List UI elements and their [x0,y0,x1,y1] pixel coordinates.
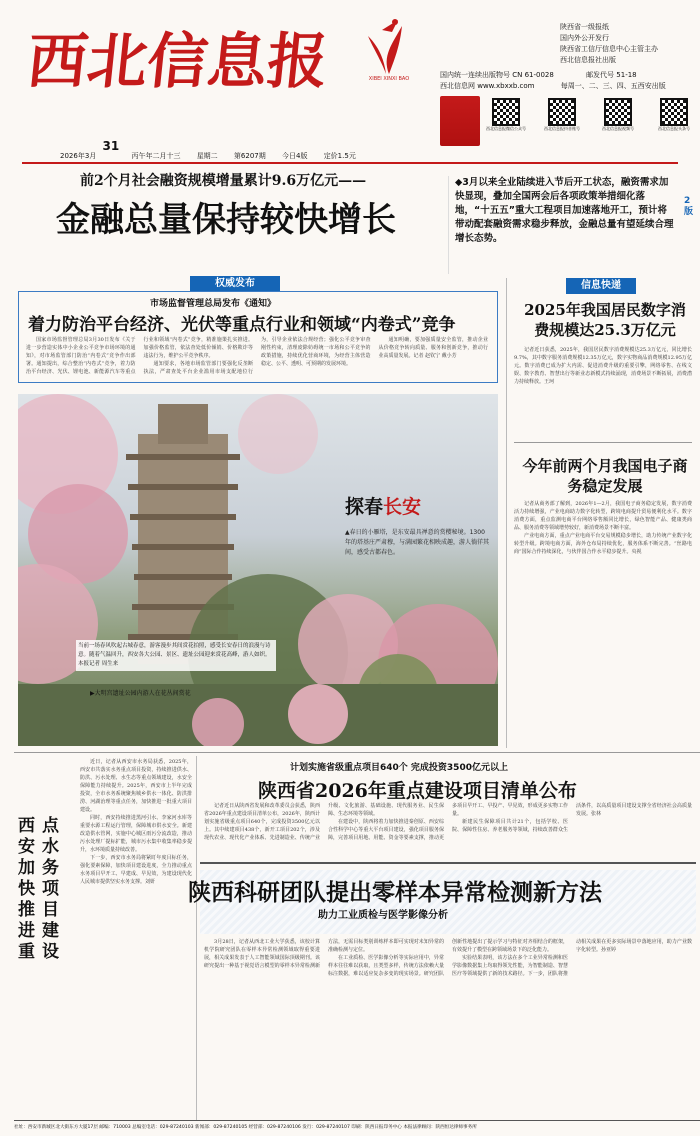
paragraph: 实验结果表明，该方法在多个工业异常检测和医学影像数据集上均取得领先性能，为智能制造、智慧医疗等领域提供了新的技术路径。下一步，团队将推动相关成果在更多实际场景中落地应用，助力产业数字化转型。孙亚婷 [452,939,692,977]
express-title-1: 2025年我国居民数字消费规模达25.3万亿元 [524,301,686,339]
auth-kicker: 市场监督管理总局发布《通知》 [150,299,277,309]
info-line: 国内外公开发行 [560,34,609,42]
info-line: 国内统一连续出版物号 CN 61-0028 [440,71,554,79]
weekday: 星期二 [196,152,218,160]
page-tag: 2版 [684,196,694,217]
price: 定价1.5元 [323,152,356,160]
water-title-col1 [18,816,59,986]
dateline [60,139,356,161]
express-body-2 [514,500,692,750]
qr-code-icon [604,98,632,126]
research-body [204,938,692,1118]
date: 2026年3月 [60,152,97,160]
paragraph: 记者从商务部了解到，2026年1—2月，我国电子商务稳定发展，数字消费活力持续增强，产业电商助力数字化转型，跨境电商提升贸易便利化水平。数字消费方面，重点监测电商平台网络零售额同比增长，绿色智能产品、健康类商品、服务消费等领域增势较好，新消费场景不断丰富。 [514,501,692,531]
paragraph: 国家市场监督管理总局3月30日发布《关于进一步营造实体中小企业公平竞争市场环境的通知》，对市场监管部门防治“内卷式”竞争作出部署。通知提出，综合整治“内卷式”竞争，着力防治平台经济、光伏、锂电池、新能源汽车等重点行业和领域“内卷式”竞争，精准施策扎实推进。加强价格监管，依法查处低价倾销、价格欺诈等违法行为，维护公平竞争秩序。 [26,337,253,375]
qr-label: 西北信息报头条号 [658,126,690,131]
paragraph: 3月28日，记者从西北工业大学获悉，该校计算机学院研究团队在零样本异常检测领域取得重要进展，相关成果发表于人工智能领域国际顶级期刊。该研究提出一种基于视觉语言模型的零样本异常检测新方法，无需目标类别训练样本即可实现对未知异常的准确检测与定位。 [204,939,444,969]
paragraph: 记者近日从陕西省发展和改革委员会获悉，陕西省2026年重点建设项目清单公布，2026年，陕西计划实施省级重点项目640个，完成投资3500亿元以上。其中续建项目438个，新开工项目202个，涉及现代农业、现代化产业体系、先进制造业、传统产业升级、文化旅游、基础设施、现代服务业、民生保障、生态环境等领域。 [204,803,444,841]
paragraph: 通知明确，要加强质量安全监管，推动企业从价格竞争转向质量、服务和创新竞争，推动行业高质量发展。记者 赵钦宁 戴小芳 [378,337,488,359]
day-number: 31 [102,139,120,153]
info-line: 每周一、二、三、四、五西安出版 [560,82,666,90]
water-body [80,758,192,1118]
qr-code-icon [548,98,576,126]
lead-title: 金融总量保持较快增长 [56,200,396,240]
info-line: 陕西省一级报纸 [560,23,609,31]
qr-code-icon [660,98,688,126]
spring-title [345,492,421,519]
divider [14,752,700,753]
info-line: 西北信息网 www.xbxxb.com [440,82,535,90]
column-divider [506,278,507,748]
newspaper-logo-icon [362,16,416,80]
page-count: 今日4版 [281,152,308,160]
masthead-info [560,22,700,66]
spring-caption-main: 当前一场春风吹起古城春意，游客漫步其间赏花拍照，感受长安春日的浪漫与诗意。随着气温回升，西安各大公园、景区、遗址公园迎来赏花高峰，游人如织。本报记者 周生来 [76,640,276,671]
lead-summary: ◆3月以来全业陆续进入节后开工状态，融资需求加快显现，叠加全国两会后各项政策举措细化落地，“十五五”重大工程项目加速落地开工，预计将带动配套融资需求稳步释放，金融总量有望延续合理增长态势。 [448,176,676,274]
section-banner-auth: 权威发布 [190,276,280,292]
express-body-1 [514,346,692,438]
paragraph: 通知要求，各地市场监管部门要强化反垄断执法，严肃查处平台企业滥用市场支配地位行为，引导企业依法合规经营；强化公平竞争审查刚性约束，清理废除妨碍统一市场和公平竞争的政策措施，持续优化营商环境，为经营主体营造稳定、公平、透明、可预期的发展环境。 [143,337,371,375]
divider [514,442,692,443]
paragraph: 产业电商方面，重点产业电商平台交易规模稳步增长，助力传统产业数字化转型升级。跨境电商方面，海外仓布局持续优化，服务体系不断完善。“丝路电商”国际合作持续深化，与伙伴国合作水平稳步提升。央视 [514,533,692,555]
paragraph: 下一步，西安市水务局将紧盯年度目标任务，强化要素保障，加快项目建设进度，全力推动重点水务项目早开工、早建成、早见效，为建设现代化人民城市提供坚实水务支撑。刘妍 [80,855,192,885]
masthead-rule [22,162,678,164]
spring-title-b: 长安 [383,496,422,518]
water-title: 西安加快推进重点水务项目建设 [18,816,59,962]
paragraph: 新建民生保障项目共计21个，包括学校、医院、保障性住房、养老服务等领域，持续改善群众生活条件，以高质量项目建设支撑全省经济社会高质量发展。张林 [452,803,692,833]
svg-text:XIBEI XINXI BAO: XIBEI XINXI BAO [368,76,410,80]
info-line: 邮发代号 51-18 [586,71,637,79]
section-banner-express: 信息快递 [566,278,636,294]
issue-number: 第6207期 [233,152,266,160]
footer-rule [14,1120,700,1121]
spring-title-a: 探春 [345,496,384,518]
qr-code-icon [492,98,520,126]
paragraph: 记者近日获悉，2025年，我国居民数字消费规模达25.3万亿元，同比增长9.7%，其中数字服务消费规模12.35万亿元，数字实物商品消费规模12.95万亿元。数字消费已成为扩大内需、促进消费升级的重要引擎，网络零售、在线文娱、数字教育、智慧出行等新业态新模式持续涌现，消费场景不断拓展，消费潜力持续释放。王珂 [514,347,692,385]
column-divider [196,756,197,1120]
spring-caption-right: ▲春日的小雁塔，是东安最具禅意的赏樱秘境。1300年的塔基庄严肃穆，与满园繁花相映成趣，游人徜徉其间，感受古都春色。 [345,529,490,556]
paragraph: 在建设中，陕西将着力加快推进秦创原、西安综合性科学中心等重大平台项目建设，强化项目服务保障，完善项目用地、用能、资金等要素支撑，推动更多项目早开工、早投产、早见效，形成更多实物工作量。 [328,803,568,841]
paragraph: 在工业质检、医学影像分析等实际应用中，异常样本往往难以获取，且类型多样，传统方法依赖大量标注数据，难以适应复杂多变的现实场景。研究团队创新性地提出了提示学习与特征对齐相结合的框架，有效提升了模型在跨领域场景下的泛化能力。 [328,939,568,977]
projects-title: 陕西省2026年重点建设项目清单公布 [258,780,577,802]
express-title-2: 今年前两个月我国电子商务稳定发展 [522,457,688,495]
masthead-title: 西北信息报 [23,27,332,97]
masthead-badge [440,96,480,146]
paragraph: 同时，西安持续推进黑河引水、李家河水库等重要水源工程运行管理，保障城市供水安全。新建改造供水管网，实施中心城区雨污分流改造，推动污水处理厂提标扩能，城市污水集中收集率稳步提升，水环境质量持续改善。 [80,815,192,853]
info-line: 陕西省工信厅信息中心主管主办 [560,45,658,53]
paragraph: 近日，记者从西安市水务局获悉，2025年，西安市共落实水务重点项目投资，持续推进供水、防洪、污水处理、水生态等重点领域建设，水安全保障能力持续提升。2025年，西安市上半年完成投资，全市水务系统聚焦城乡供水一体化、防洪排涝、河湖治理等重点任务，加快推进一批重大项目建设。 [80,759,192,813]
projects-kicker: 计划实施省级重点项目640个 完成投资3500亿元以上 [290,763,508,773]
projects-body [204,802,692,858]
footer-info: 社址：西安市新城区北大街东方大厦17层 邮编：710003 总编室电话：029-87240103 新闻部：029-87240105 经营部：029-87240106 发行：029-87240107 印刷：陕西日报印务中心 本报法律顾问：陕西恒达律师事务所 [14,1125,477,1130]
info-line: 西北信息报社出版 [560,56,616,64]
research-title: 陕西科研团队提出零样本异常检测新方法 [188,879,602,906]
auth-body [26,336,488,380]
qr-label: 西北信息报抖音账号 [544,126,580,131]
lunar-date: 丙午年二月十三 [131,152,181,160]
qr-label: 西北信息报微信公众号 [486,126,526,131]
spring-caption-bottom: ▶大明宫遗址公园内游人在花丛间赏花 [90,690,191,697]
lead-subtitle: 前2个月社会融资规模增量累计9.6万亿元—— [80,173,367,189]
research-subtitle: 助力工业质检与医学影像分析 [318,910,448,921]
qr-label: 西北信息报视频号 [602,126,634,131]
divider [200,862,696,864]
qr-row [486,98,694,132]
auth-title: 着力防治平台经济、光伏等重点行业和领域“内卷式”竞争 [28,315,456,335]
masthead-info-row [440,70,700,92]
